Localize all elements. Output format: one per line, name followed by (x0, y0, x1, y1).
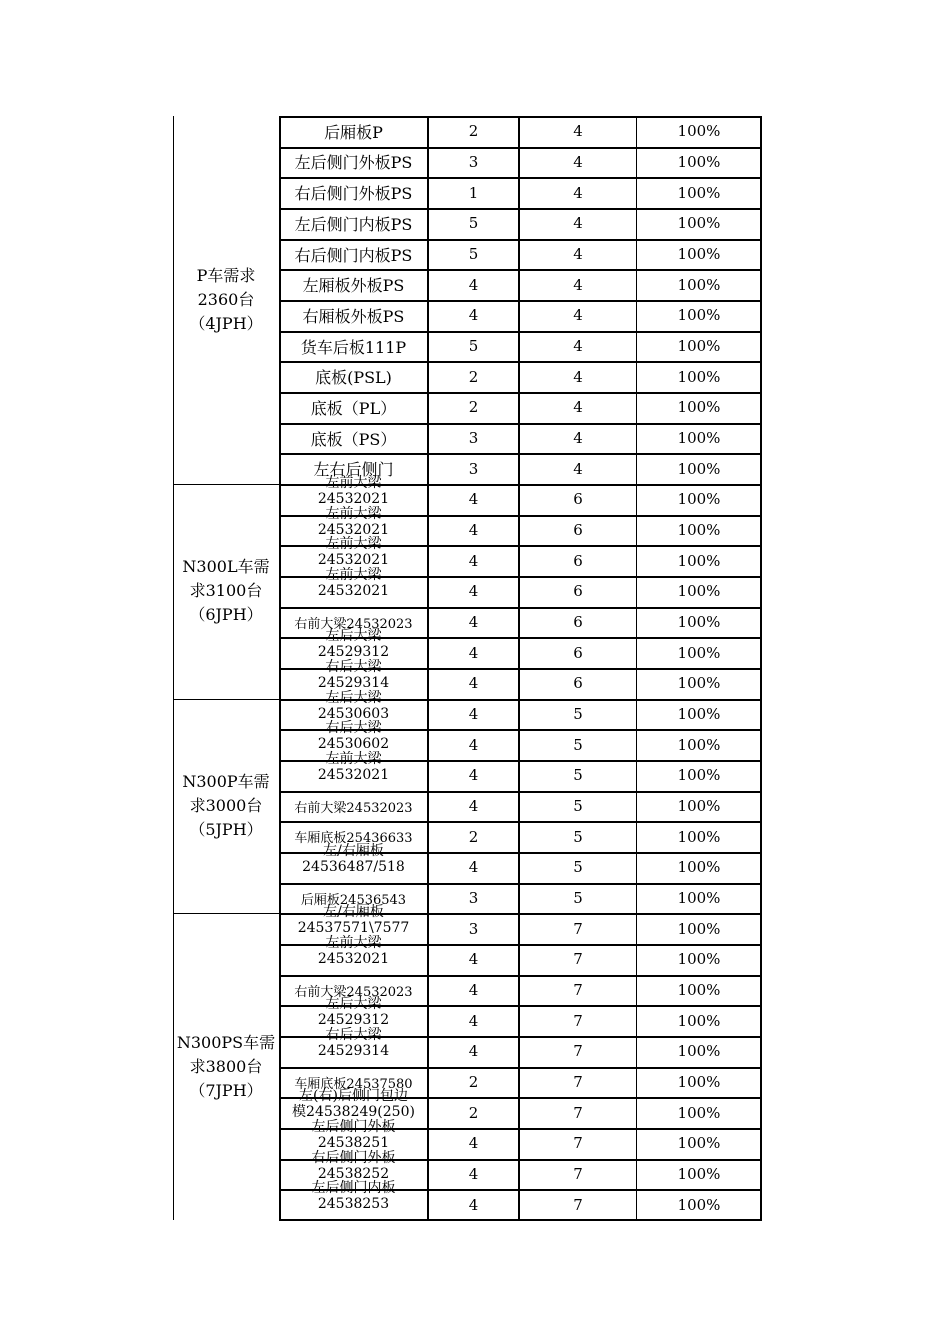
capacity-table (173, 116, 761, 1220)
percent-cell: 100% (677, 766, 721, 785)
part-name-cell (280, 361, 427, 392)
part-name-cell (280, 300, 427, 331)
part-name: 左后大梁 24529312 (317, 996, 390, 1029)
part-name: 左后侧门外板PS (294, 153, 413, 173)
qty-cell: 2 (468, 367, 479, 386)
qty-cell: 4 (468, 1042, 479, 1061)
part-name: 右后侧门外板 24538252 (311, 1149, 396, 1182)
part-name: 左后侧门外板 24538251 (311, 1119, 396, 1152)
part-name-cell (280, 392, 427, 423)
percent-cell: 100% (677, 1165, 721, 1184)
jph-cell: 4 (573, 306, 583, 325)
percent-cell: 100% (677, 521, 721, 540)
jph-cell: 4 (573, 275, 583, 294)
qty-cell: 3 (468, 889, 479, 908)
part-name-cell (280, 177, 427, 208)
part-name: 右后侧门内板PS (294, 245, 413, 265)
part-name: 左后侧门内板PS (294, 214, 413, 234)
percent-cell: 100% (677, 981, 721, 1000)
jph-cell: 7 (573, 919, 583, 938)
part-name: 左厢板外板PS (302, 276, 405, 296)
jph-cell: 6 (573, 613, 583, 632)
jph-cell: 5 (573, 735, 583, 754)
percent-cell: 100% (677, 827, 721, 846)
part-name-cell (280, 331, 427, 362)
jph-cell: 5 (573, 858, 583, 877)
qty-cell: 1 (468, 183, 479, 202)
jph-cell: 7 (573, 950, 583, 969)
part-name: 右厢板外板PS (302, 306, 405, 326)
percent-cell: 100% (677, 582, 721, 601)
percent-cell: 100% (677, 1073, 721, 1092)
jph-cell: 4 (573, 122, 583, 141)
qty-cell: 4 (468, 735, 479, 754)
part-name: 右后大梁 24529314 (317, 1027, 390, 1060)
qty-cell: 4 (468, 1165, 479, 1184)
qty-cell: 4 (468, 858, 479, 877)
qty-cell: 3 (468, 459, 479, 478)
group-label-text: N300P车需 求3000台 （5JPH） (182, 772, 270, 840)
percent-cell: 100% (677, 735, 721, 754)
jph-cell: 6 (573, 674, 583, 693)
part-name: 左前大梁 24532021 (317, 567, 390, 600)
qty-cell: 4 (468, 705, 479, 724)
part-name-cell (280, 423, 427, 454)
part-name-cell (280, 791, 427, 822)
jph-cell: 7 (573, 1073, 583, 1092)
part-name-cell (280, 269, 427, 300)
percent-cell: 100% (677, 551, 721, 570)
percent-cell: 100% (677, 1042, 721, 1061)
percent-cell: 100% (677, 613, 721, 632)
jph-cell: 7 (573, 1165, 583, 1184)
qty-cell: 4 (468, 1011, 479, 1030)
jph-cell: 4 (573, 214, 583, 233)
qty-cell: 4 (468, 490, 479, 509)
part-name: 右后侧门外板PS (294, 184, 413, 204)
group-label-text: P车需求 2360台 （4JPH） (189, 266, 263, 334)
jph-cell: 7 (573, 1134, 583, 1153)
jph-cell: 4 (573, 152, 583, 171)
part-name: 右后大梁 24530602 (317, 720, 390, 753)
percent-cell: 100% (677, 1103, 721, 1122)
percent-cell: 100% (677, 429, 721, 448)
percent-cell: 100% (677, 183, 721, 202)
part-name: 车厢底板25436633 (294, 831, 413, 847)
qty-cell: 2 (468, 122, 479, 141)
group-label-text: N300PS车需 求3800台 （7JPH） (176, 1032, 276, 1100)
jph-cell: 5 (573, 766, 583, 785)
qty-cell: 4 (468, 981, 479, 1000)
jph-cell: 4 (573, 429, 583, 448)
part-name-cell (280, 751, 427, 791)
part-name: 底板（PS） (310, 429, 397, 449)
percent-cell: 100% (677, 152, 721, 171)
qty-cell: 2 (468, 1103, 479, 1122)
qty-cell: 4 (468, 306, 479, 325)
qty-cell: 5 (468, 337, 479, 356)
percent-cell: 100% (677, 367, 721, 386)
percent-cell: 100% (677, 889, 721, 908)
part-name: 左/右厢板 24536487/518 (302, 843, 405, 876)
part-name-cell (280, 1180, 427, 1220)
part-name: 右前大梁24532023 (294, 984, 413, 1000)
part-name: 左前大梁 24532021 (317, 935, 390, 968)
qty-cell: 3 (468, 429, 479, 448)
jph-cell: 5 (573, 797, 583, 816)
percent-cell: 100% (677, 705, 721, 724)
jph-cell: 5 (573, 705, 583, 724)
percent-cell: 100% (677, 919, 721, 938)
group-label (173, 116, 279, 484)
jph-cell: 4 (573, 459, 583, 478)
jph-cell: 7 (573, 1042, 583, 1061)
percent-cell: 100% (677, 245, 721, 263)
jph-cell: 7 (573, 981, 583, 1000)
percent-cell: 100% (677, 950, 721, 969)
part-name-cell (280, 935, 427, 975)
qty-cell: 4 (468, 521, 479, 540)
percent-cell: 100% (677, 1134, 721, 1153)
qty-cell: 5 (468, 214, 479, 233)
jph-cell: 7 (573, 1103, 583, 1122)
qty-cell: 4 (468, 674, 479, 693)
group-divider (173, 699, 280, 700)
part-name-cell (280, 843, 427, 883)
percent-cell: 100% (677, 674, 721, 693)
group-label-text: N300L车需 求3100台 （6JPH） (182, 557, 270, 625)
percent-cell: 100% (677, 337, 721, 356)
part-name: 货车后板111P (300, 337, 407, 357)
jph-cell: 4 (573, 398, 583, 417)
part-name: 左前大梁 24532021 (317, 475, 390, 508)
qty-cell: 5 (468, 245, 479, 263)
jph-cell: 6 (573, 551, 583, 570)
part-name: 后厢板24536543 (300, 892, 407, 908)
group-divider (173, 484, 280, 485)
qty-cell: 4 (468, 582, 479, 601)
part-name-cell (280, 567, 427, 607)
percent-cell: 100% (677, 122, 721, 141)
qty-cell: 2 (468, 398, 479, 417)
jph-cell: 4 (573, 245, 583, 263)
part-name: 左前大梁 24532021 (317, 505, 390, 538)
part-name: 左后大梁 24529312 (317, 628, 390, 661)
part-name: 右前大梁24532023 (294, 616, 413, 632)
jph-cell: 7 (573, 1195, 583, 1214)
jph-cell: 6 (573, 582, 583, 601)
percent-cell: 100% (677, 398, 721, 417)
percent-cell: 100% (677, 1195, 721, 1214)
group-label (173, 484, 279, 699)
part-name-cell (280, 116, 427, 147)
percent-cell: 100% (677, 1011, 721, 1030)
qty-cell: 4 (468, 275, 479, 294)
part-name: 车厢底板24537580 (294, 1076, 413, 1092)
jph-cell: 5 (573, 889, 583, 908)
jph-cell: 6 (573, 643, 583, 662)
percent-cell: 100% (677, 306, 721, 325)
qty-cell: 4 (468, 797, 479, 816)
jph-cell: 4 (573, 367, 583, 386)
group-divider (173, 913, 280, 914)
qty-cell: 4 (468, 950, 479, 969)
qty-cell: 4 (468, 643, 479, 662)
part-name: 右后大梁 24529314 (317, 659, 390, 692)
part-name: 左/右厢板 24537571\7577 (297, 904, 410, 937)
part-name: 左前大梁 24532021 (317, 751, 390, 784)
percent-cell: 100% (677, 490, 721, 509)
qty-cell: 3 (468, 919, 479, 938)
jph-cell: 7 (573, 1011, 583, 1030)
group-label (173, 699, 279, 914)
jph-cell: 4 (573, 183, 583, 202)
part-name: 左前大梁 24532021 (317, 536, 390, 569)
qty-cell: 2 (468, 1073, 479, 1092)
qty-cell: 4 (468, 766, 479, 785)
part-name-cell (280, 239, 427, 270)
qty-cell: 4 (468, 1195, 479, 1214)
part-name: 底板（PL） (310, 398, 397, 418)
qty-cell: 3 (468, 152, 479, 171)
part-name: 底板(PSL) (315, 368, 392, 388)
qty-cell: 2 (468, 827, 479, 846)
part-name: 右前大梁24532023 (294, 800, 413, 816)
table-border-bottom (279, 1219, 762, 1221)
qty-cell: 4 (468, 1134, 479, 1153)
qty-cell: 4 (468, 551, 479, 570)
jph-cell: 6 (573, 521, 583, 540)
percent-cell: 100% (677, 214, 721, 233)
part-name: 后厢板P (324, 122, 383, 142)
percent-cell: 100% (677, 858, 721, 877)
part-name: 左(右)后侧门包边 模24538249(250) (292, 1088, 415, 1121)
part-name-cell (280, 147, 427, 178)
percent-cell: 100% (677, 275, 721, 294)
part-name: 左后大梁 24530603 (317, 689, 390, 722)
percent-cell: 100% (677, 643, 721, 662)
part-name: 左后侧门内板 24538253 (311, 1180, 396, 1213)
qty-cell: 4 (468, 613, 479, 632)
part-name: 左右后侧门 (313, 460, 394, 480)
part-name-cell (280, 1027, 427, 1067)
group-label (173, 913, 279, 1220)
jph-cell: 6 (573, 490, 583, 509)
part-name-cell (280, 208, 427, 239)
percent-cell: 100% (677, 459, 721, 478)
jph-cell: 4 (573, 337, 583, 356)
jph-cell: 5 (573, 827, 583, 846)
percent-cell: 100% (677, 797, 721, 816)
